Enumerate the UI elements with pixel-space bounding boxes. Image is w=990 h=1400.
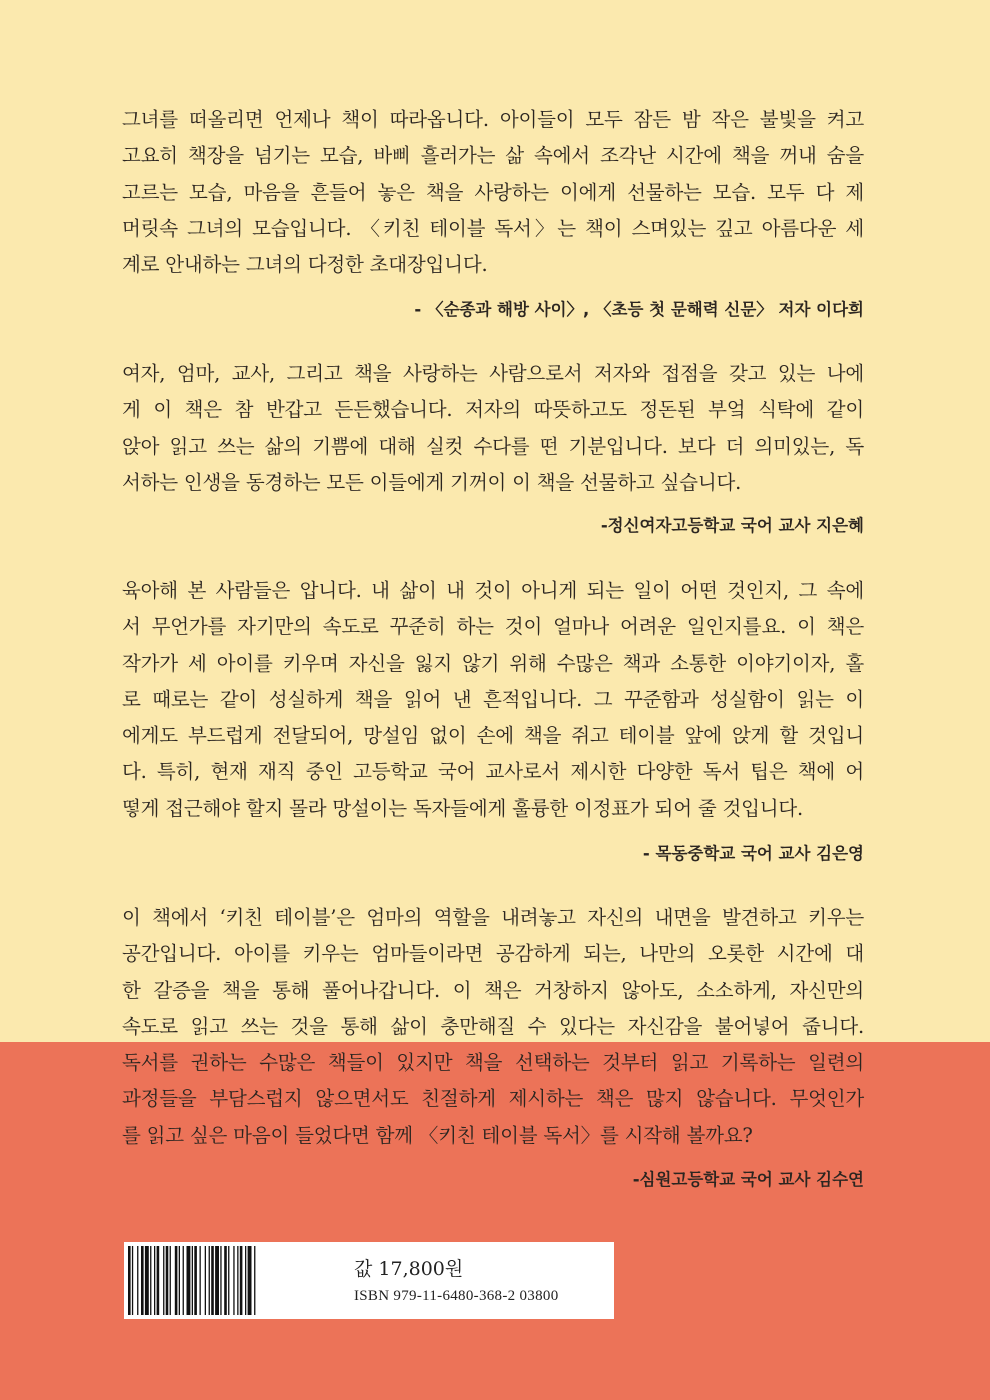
review-line: 공간입니다. 아이를 키우는 엄마들이라면 공감하게 되는, 나만의 오롯한 시간에 대 [122,942,864,966]
review-1 [122,102,864,283]
review-line: 서 무언가를 자기만의 속도로 꾸준히 하는 것이 얼마나 어려운 일인지를요. 이 책은 [122,615,864,639]
review-3 [122,573,864,827]
review-line: 서하는 인생을 동경하는 모든 이들에게 기꺼이 이 책을 선물하고 싶습니다. [122,470,742,494]
review-4 [122,900,864,1154]
review-line: 이 책에서 ‘키친 테이블’은 엄마의 역할을 내려놓고 자신의 내면을 발견하고 키우는 [122,906,864,929]
review-line: 속도로 읽고 쓰는 것을 통해 삶이 충만해질 수 있다는 자신감을 불어넣어 줍니다. [122,1014,864,1038]
review-3-attribution: - 목동중학교 국어 교사 김은영 [642,844,864,863]
review-line: 계로 안내하는 그녀의 다정한 초대장입니다. [122,253,488,277]
review-line: 머릿속 그녀의 모습입니다. 〈키친 테이블 독서〉는 책이 스며있는 깊고 아름다운 세 [122,216,864,240]
barcode-image [128,1246,342,1315]
review-line: 로 때로는 같이 성실하게 책을 읽어 낸 흔적입니다. 그 꾸준함과 성실함이 읽는 이 [122,687,864,711]
review-line: 고요히 책장을 넘기는 모습, 바삐 흘러가는 삶 속에서 조각난 시간에 책을 꺼내 숨을 [122,144,864,168]
review-line: 에게도 부드럽게 전달되어, 망설임 없이 손에 책을 쥐고 테이블 앞에 앉게 할 것입니 [122,724,864,748]
review-line: 다. 특히, 현재 재직 중인 고등학교 국어 교사로서 제시한 다양한 독서 팁은 책에 어 [122,760,864,784]
review-line: 여자, 엄마, 교사, 그리고 책을 사랑하는 사람으로서 저자와 접점을 갖고 있는 나에 [122,362,864,385]
review-line: 떻게 접근해야 할지 몰라 망설이는 독자들에게 훌륭한 이정표가 되어 줄 것입니다. [122,796,804,820]
barcode-label [124,1242,614,1319]
review-line: 한 갈증을 책을 통해 풀어나갑니다. 이 책은 거창하지 않아도, 소소하게, 자신만의 [122,978,864,1002]
review-line: 육아해 본 사람들은 압니다. 내 삶이 내 것이 아니게 되는 일이 어떤 것인지, 그 속에 [122,579,864,602]
review-line: 작가가 세 아이를 키우며 자신을 잃지 않기 위해 수많은 책과 소통한 이야기이자, 홀 [122,651,864,675]
review-line: 과정들을 부담스럽지 않으면서도 친절하게 제시하는 책은 많지 않습니다. 무엇인가 [122,1087,864,1111]
review-4-attribution: -심원고등학교 국어 교사 김수연 [632,1170,864,1189]
review-line: 독서를 권하는 수많은 책들이 있지만 책을 선택하는 것부터 읽고 기록하는 일련의 [122,1051,864,1075]
review-line: 를 읽고 싶은 마음이 들었다면 함께 〈키친 테이블 독서〉를 시작해 볼까요? [122,1123,753,1147]
review-1-attribution: - 〈순종과 해방 사이〉, 〈초등 첫 문해력 신문〉 저자 이다희 [414,300,864,319]
review-line: 앉아 읽고 쓰는 삶의 기쁨에 대해 실컷 수다를 떤 기분입니다. 보다 더 의미있는, 독 [122,434,864,458]
review-2 [122,356,864,501]
review-line: 그녀를 떠올리면 언제나 책이 따라옵니다. 아이들이 모두 잠든 밤 작은 불빛을 켜고 [122,108,864,131]
review-line: 고르는 모습, 마음을 흔들어 놓은 책을 사랑하는 이에게 선물하는 모습. 모두 다 제 [122,180,864,204]
review-line: 게 이 책은 참 반갑고 든든했습니다. 저자의 따뜻하고도 정돈된 부엌 식탁에 같이 [122,398,864,422]
isbn-text: ISBN 979-11-6480-368-2 03800 [354,1288,559,1304]
review-2-attribution: -정신여자고등학교 국어 교사 지은혜 [600,516,864,535]
price-text: 값 17,800원 [354,1258,464,1280]
